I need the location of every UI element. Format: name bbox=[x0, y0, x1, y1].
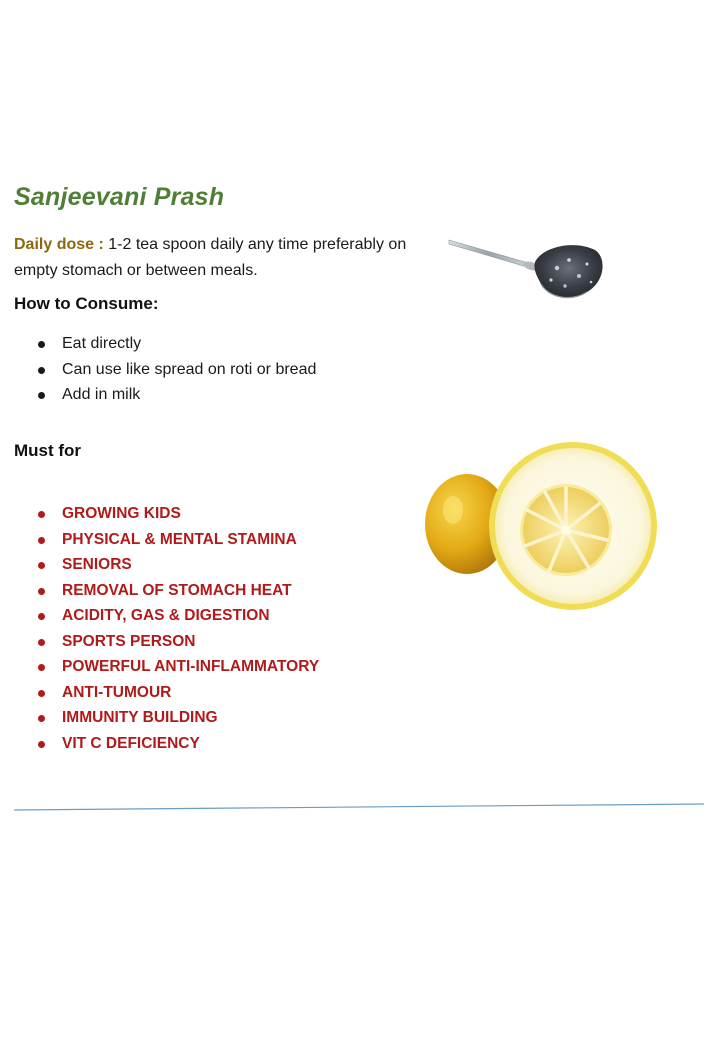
spoon-with-prash-image bbox=[447, 232, 609, 310]
daily-dose-label: Daily dose : bbox=[14, 236, 104, 253]
list-item: ACIDITY, GAS & DIGESTION bbox=[14, 603, 319, 629]
list-item: IMMUNITY BUILDING bbox=[14, 705, 319, 731]
how-to-consume-heading: How to Consume: bbox=[14, 294, 159, 313]
list-item: Can use like spread on roti or bread bbox=[14, 357, 316, 383]
page-title: Sanjeevani Prash bbox=[14, 183, 225, 211]
must-for-list bbox=[14, 501, 319, 756]
daily-dose-paragraph bbox=[14, 232, 439, 284]
list-item: SENIORS bbox=[14, 552, 319, 578]
list-item: REMOVAL OF STOMACH HEAT bbox=[14, 578, 319, 604]
list-item: VIT C DEFICIENCY bbox=[14, 731, 319, 757]
list-item: GROWING KIDS bbox=[14, 501, 319, 527]
list-item: POWERFUL ANTI-INFLAMMATORY bbox=[14, 654, 319, 680]
list-item: PHYSICAL & MENTAL STAMINA bbox=[14, 527, 319, 553]
list-item: SPORTS PERSON bbox=[14, 629, 319, 655]
must-for-heading: Must for bbox=[14, 441, 82, 460]
list-item: Eat directly bbox=[14, 331, 316, 357]
list-item: ANTI-TUMOUR bbox=[14, 680, 319, 706]
consume-list bbox=[14, 331, 316, 408]
citron-fruit-image bbox=[423, 440, 663, 612]
daily-dose-text: 1-2 tea spoon daily any time preferably on empty stomach or between meals. bbox=[14, 236, 407, 279]
horizontal-divider bbox=[14, 803, 704, 811]
list-item: Add in milk bbox=[14, 382, 316, 408]
